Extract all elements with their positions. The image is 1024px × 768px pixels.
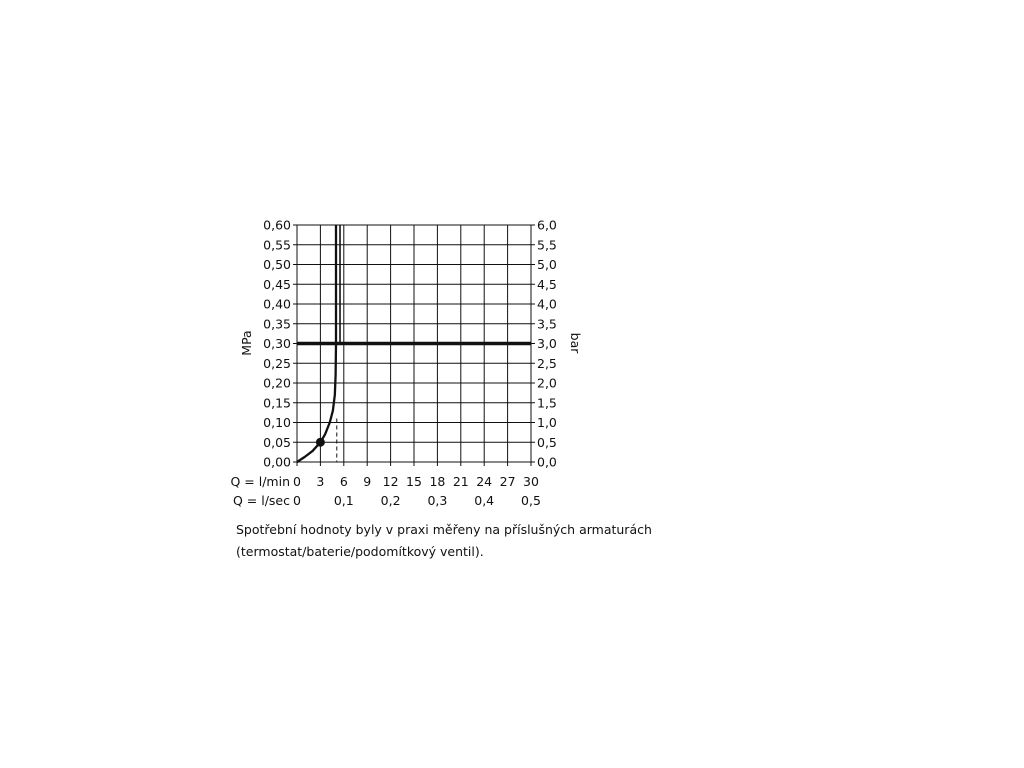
y-tick-label-bar: 3,5 (537, 316, 557, 332)
right-axis-label: bar (568, 332, 583, 354)
x-tick-label-lmin: 27 (499, 474, 516, 489)
x-tick-label-lmin: 9 (363, 474, 372, 489)
y-tick-label-mpa: 0,00 (263, 454, 291, 470)
left-y-tick-labels (263, 218, 291, 470)
y-tick-label-mpa: 0,55 (263, 237, 291, 253)
y-tick-label-bar: 3,0 (537, 336, 557, 351)
y-tick-label-bar: 2,5 (537, 355, 557, 371)
y-tick-label-bar: 6,0 (537, 217, 557, 233)
x-tick-labels (293, 474, 541, 508)
y-tick-label-mpa: 0,50 (263, 257, 291, 272)
y-tick-label-mpa: 0,40 (263, 296, 291, 312)
y-tick-label-mpa: 0,30 (263, 336, 291, 351)
right-y-tick-labels (537, 218, 557, 470)
y-tick-label-mpa: 0,25 (263, 355, 291, 371)
y-tick-label-bar: 0,0 (537, 454, 557, 470)
y-tick-label-bar: 2,0 (537, 375, 557, 391)
y-tick-label-mpa: 0,60 (263, 217, 291, 233)
x-tick-label-lmin: 30 (523, 474, 539, 489)
x-axis-label-lsec: Q = l/sec (232, 493, 290, 508)
x-tick-label-lmin: 24 (476, 474, 493, 489)
y-tick-label-bar: 4,5 (537, 276, 557, 292)
x-tick-label-lsec: 0,2 (380, 493, 401, 508)
x-tick-label-lsec: 0 (293, 493, 301, 508)
x-tick-label-lsec: 0,1 (333, 493, 354, 508)
chart-caption: Spotřební hodnoty byly v praxi měřeny na příslušných armaturách (termostat/baterie/podomítkový ventil). (236, 522, 652, 559)
x-tick-label-lmin: 6 (339, 474, 348, 489)
y-tick-label-mpa: 0,05 (263, 434, 291, 450)
y-tick-label-bar: 4,0 (537, 296, 557, 312)
x-axis-label-lmin: Q = l/min (230, 474, 290, 489)
x-tick-label-lmin: 15 (406, 474, 422, 489)
left-axis-label: MPa (239, 330, 254, 356)
x-tick-label-lsec: 0,4 (474, 493, 495, 508)
chart-grid (293, 225, 535, 466)
y-tick-label-bar: 1,5 (537, 395, 557, 411)
y-tick-label-mpa: 0,15 (263, 395, 291, 411)
x-tick-label-lsec: 0,3 (427, 493, 448, 508)
y-tick-label-bar: 1,0 (537, 415, 557, 430)
y-tick-label-mpa: 0,35 (263, 316, 291, 332)
y-tick-label-mpa: 0,10 (263, 415, 291, 430)
y-tick-label-mpa: 0,20 (263, 375, 291, 391)
y-tick-label-mpa: 0,45 (263, 276, 291, 292)
x-tick-label-lmin: 12 (382, 474, 399, 489)
operating-point-marker (316, 438, 325, 447)
y-tick-label-bar: 0,5 (537, 434, 557, 450)
x-tick-label-lmin: 21 (452, 474, 469, 489)
x-tick-label-lmin: 3 (316, 474, 325, 489)
y-tick-label-bar: 5,5 (537, 237, 557, 253)
x-tick-label-lsec: 0,5 (521, 493, 541, 508)
y-tick-label-bar: 5,0 (537, 257, 557, 272)
x-tick-label-lmin: 0 (293, 474, 301, 489)
x-tick-label-lmin: 18 (429, 474, 446, 489)
